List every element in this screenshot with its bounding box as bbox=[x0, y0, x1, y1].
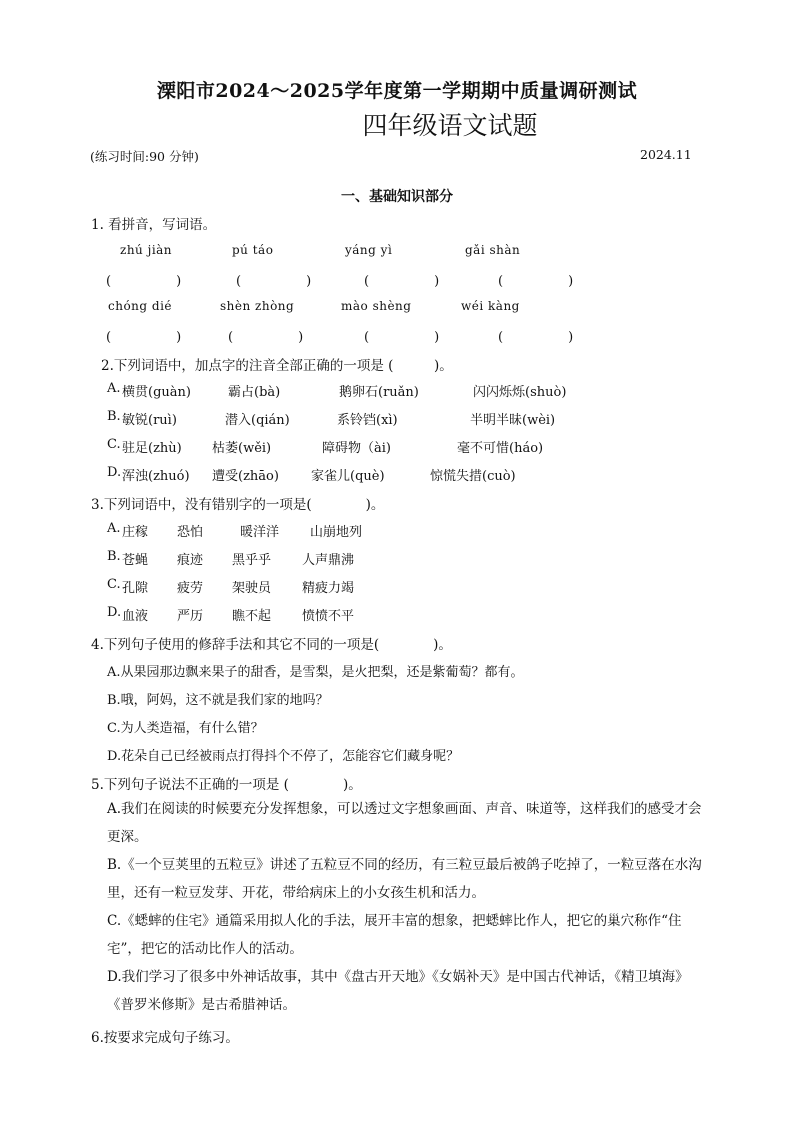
q6-stem: 6.按要求完成句子练习。 bbox=[91, 1030, 239, 1046]
exam-title: 溧阳市2024～2025学年度第一学期期中质量调研测试 bbox=[156, 80, 638, 102]
answer-blank[interactable]: ( ) bbox=[498, 330, 574, 345]
answer-blank[interactable]: ( ) bbox=[106, 274, 182, 289]
q2-option-c[interactable]: C. bbox=[107, 437, 121, 452]
word: 孔隙 bbox=[122, 581, 149, 596]
q3-option-b[interactable]: B. bbox=[107, 549, 121, 564]
word: 敏锐(ruì) bbox=[122, 413, 177, 428]
word: 遭受(zhāo) bbox=[212, 469, 279, 484]
exam-date: 2024.11 bbox=[640, 147, 692, 162]
answer-blank[interactable]: ( ) bbox=[228, 330, 304, 345]
pinyin: zhú jiàn bbox=[120, 243, 173, 257]
q4-option-c[interactable]: C.为人类造福，有什么错？ bbox=[107, 721, 264, 736]
word: 架驶员 bbox=[232, 581, 272, 596]
pinyin: wéi kàng bbox=[461, 299, 520, 313]
q4-stem: 4.下列句子使用的修辞手法和其它不同的一项是( )。 bbox=[91, 637, 452, 653]
word: 恐怕 bbox=[177, 525, 204, 540]
q2-option-a[interactable]: A. bbox=[107, 381, 121, 396]
word: 精疲力竭 bbox=[302, 581, 355, 596]
q3-stem: 3.下列词语中，没有错别字的一项是( )。 bbox=[91, 497, 385, 513]
word: 毫不可惜(háo) bbox=[457, 441, 544, 456]
q4-option-d[interactable]: D.花朵自己已经被雨点打得抖个不停了，怎能容它们藏身呢？ bbox=[107, 749, 460, 764]
pinyin: chóng dié bbox=[108, 299, 173, 313]
word: 半明半昧(wèi) bbox=[470, 413, 556, 428]
q3-option-d[interactable]: D. bbox=[107, 605, 122, 620]
word: 山崩地列 bbox=[310, 525, 363, 540]
pinyin: yáng yì bbox=[345, 243, 393, 257]
word: 人声鼎沸 bbox=[302, 553, 355, 568]
section-title: 一、基础知识部分 bbox=[341, 189, 453, 205]
q3-option-c[interactable]: C. bbox=[107, 577, 121, 592]
word: 庄稼 bbox=[122, 525, 149, 540]
q2-stem: 2.下列词语中，加点字的注音全部正确的一项是 ( )。 bbox=[101, 358, 453, 374]
q2-option-d[interactable]: D. bbox=[107, 465, 122, 480]
q3-option-a[interactable]: A. bbox=[107, 521, 121, 536]
time-note: (练习时间:90 分钟) bbox=[90, 149, 199, 164]
q4-option-b[interactable]: B.哦，阿妈，这不就是我们家的地吗？ bbox=[107, 693, 329, 708]
pinyin: pú táo bbox=[232, 243, 274, 257]
answer-blank[interactable]: ( ) bbox=[364, 330, 440, 345]
word: 痕迹 bbox=[177, 553, 204, 568]
word: 浑浊(zhuó) bbox=[122, 469, 190, 484]
answer-blank[interactable]: ( ) bbox=[106, 330, 182, 345]
word: 障碍物（ài) bbox=[322, 441, 391, 456]
q5-option-d[interactable]: D.我们学习了很多中外神话故事，其中《盘古开天地》《女娲补天》是中国古代神话，《精卫填海》《普罗米修斯》是古希腊神话。 bbox=[107, 969, 689, 1013]
word: 家雀儿(què) bbox=[311, 469, 385, 484]
word: 瞧不起 bbox=[232, 609, 272, 624]
word: 疲劳 bbox=[177, 581, 204, 596]
answer-blank[interactable]: ( ) bbox=[236, 274, 312, 289]
word: 横贯(guàn) bbox=[122, 385, 191, 400]
answer-blank[interactable]: ( ) bbox=[364, 274, 440, 289]
word: 血液 bbox=[122, 609, 149, 624]
q5-option-c[interactable]: C.《蟋蟀的住宅》通篇采用拟人化的手法，展开丰富的想象，把蟋蟀比作人，把它的巢穴称作“住宅”，把它的活动比作人的活动。 bbox=[107, 913, 682, 957]
word: 霸占(bà) bbox=[228, 385, 281, 400]
q5-option-b[interactable]: B.《一个豆荚里的五粒豆》讲述了五粒豆不同的经历，有三粒豆最后被鸽子吃掉了，一粒豆落在水沟里，还有一粒豆发芽、开花，带给病床上的小女孩生机和活力。 bbox=[107, 857, 702, 901]
q4-option-a[interactable]: A.从果园那边飘来果子的甜香，是雪梨，是火把梨，还是紫葡萄？都有。 bbox=[107, 665, 524, 680]
pinyin: shèn zhòng bbox=[220, 299, 295, 313]
q5-option-a[interactable]: A.我们在阅读的时候要充分发挥想象，可以透过文字想象画面、声音、味道等，这样我们的感受才会更深。 bbox=[107, 801, 702, 845]
word: 鹅卵石(ruǎn) bbox=[339, 385, 419, 400]
q1-stem: 1. 看拼音，写词语。 bbox=[91, 217, 217, 233]
word: 潜入(qián) bbox=[225, 413, 290, 428]
word: 枯萎(wěi) bbox=[212, 441, 272, 456]
word: 暖洋洋 bbox=[240, 525, 280, 540]
word: 黑乎乎 bbox=[232, 553, 272, 568]
word: 闪闪烁烁(shuò) bbox=[473, 385, 567, 400]
word: 系铃铛(xì) bbox=[337, 413, 398, 428]
word: 愤愤不平 bbox=[302, 609, 355, 624]
word: 严历 bbox=[177, 609, 204, 624]
word: 惊慌失措(cuò) bbox=[430, 469, 516, 484]
word: 苍蝇 bbox=[122, 553, 149, 568]
q5-stem: 5.下列句子说法不正确的一项是 ( )。 bbox=[91, 777, 362, 793]
pinyin: mào shèng bbox=[341, 299, 412, 313]
answer-blank[interactable]: ( ) bbox=[498, 274, 574, 289]
q2-option-b[interactable]: B. bbox=[107, 409, 121, 424]
pinyin: gǎi shàn bbox=[465, 243, 521, 257]
exam-subtitle: 四年级语文试题 bbox=[362, 111, 538, 140]
word: 驻足(zhù) bbox=[122, 441, 182, 456]
